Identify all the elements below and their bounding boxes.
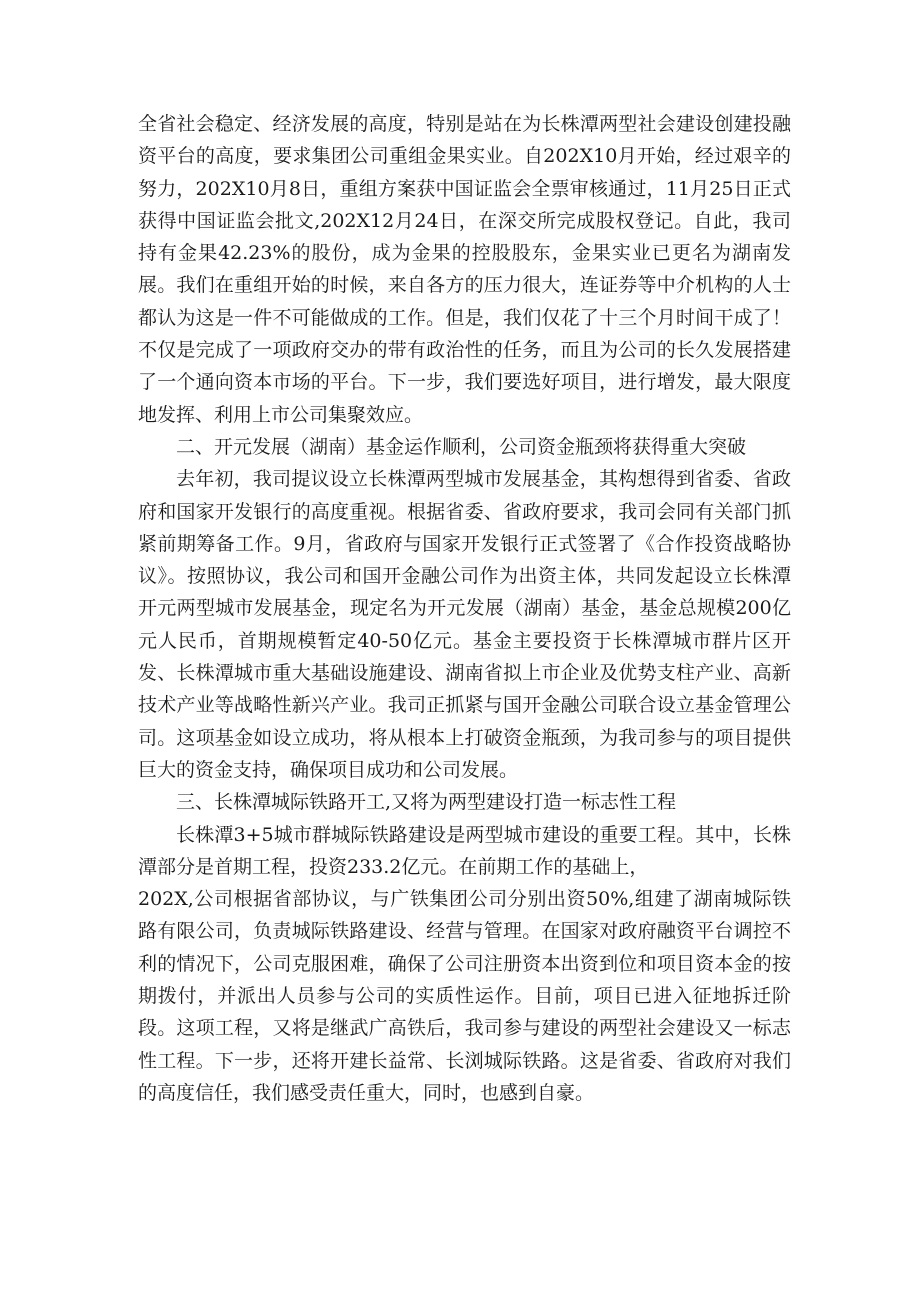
paragraph-railway-intro: 长株潭3+5城市群城际铁路建设是两型城市建设的重要工程。其中，长株潭部分是首期工程，投资233.2亿元。在前期工作的基础上， (138, 823, 791, 878)
section-heading-2: 二、开元发展（湖南）基金运作顺利，公司资金瓶颈将获得重大突破 (176, 435, 747, 458)
paragraph-restructuring: 全省社会稳定、经济发展的高度，特别是站在为长株潭两型社会建设创建投融资平台的高度，要求集团公司重组金果实业。自202X10月开始，经过艰辛的努力，202X10月8日，重组方案获中国证监会全票审核通过，11月25日正式获得中国证监会批文,202X12月24日，在深交所完成股权登记。自此，我司持有金果42.23%的股份，成为金果的控股股东，金果实业已更名为湖南发展。我们在重组开始的时候，来自各方的压力很大，连证券等中介机构的人士都认为这是一件不可能做成的工作。但是，我们仅花了十三个月时间干成了！不仅是完成了一项政府交办的带有政治性的任务，而且为公司的长久发展搭建了一个通向资本市场的平台。下一步，我们要选好项目，进行增发，最大限度地发挥、利用上市公司集聚效应。 (138, 113, 791, 426)
paragraph-fund: 去年初，我司提议设立长株潭两型城市发展基金，其构想得到省委、省政府和国家开发银行的高度重视。根据省委、省政府要求，我司会同有关部门抓紧前期筹备工作。9月，省政府与国家开发银行正式签署了《合作投资战略协议》。按照协议，我公司和国开金融公司作为出资主体，共同发起设立长株潭开元两型城市发展基金，现定名为开元发展（湖南）基金，基金总规模200亿元人民币，首期规模暂定40-50亿元。基金主要投资于长株潭城市群片区开发、长株潭城市重大基础设施建设、湖南省拟上市企业及优势支柱产业、高新技术产业等战略性新兴产业。我司正抓紧与国开金融公司联合设立基金管理公司。这项基金如设立成功，将从根本上打破资金瓶颈，为我司参与的项目提供巨大的资金支持，确保项目成功和公司发展。 (138, 468, 791, 781)
document-body (138, 108, 791, 1109)
paragraph-railway-body: 202X,公司根据省部协议，与广铁集团公司分别出资50%,组建了湖南城际铁路有限公司，负责城际铁路建设、经营与管理。在国家对政府融资平台调控不利的情况下，公司克服困难，确保了公司注册资本出资到位和项目资本金的按期拨付，并派出人员参与公司的实质性运作。目前，项目已进入征地拆迁阶段。这项工程，又将是继武广高铁后，我司参与建设的两型社会建设又一标志性工程。下一步，还将开建长益常、长浏城际铁路。这是省委、省政府对我们的高度信任，我们感受责任重大，同时，也感到自豪。 (138, 888, 791, 1104)
section-heading-3: 三、长株潭城际铁路开工,又将为两型建设打造一标志性工程 (176, 791, 677, 814)
